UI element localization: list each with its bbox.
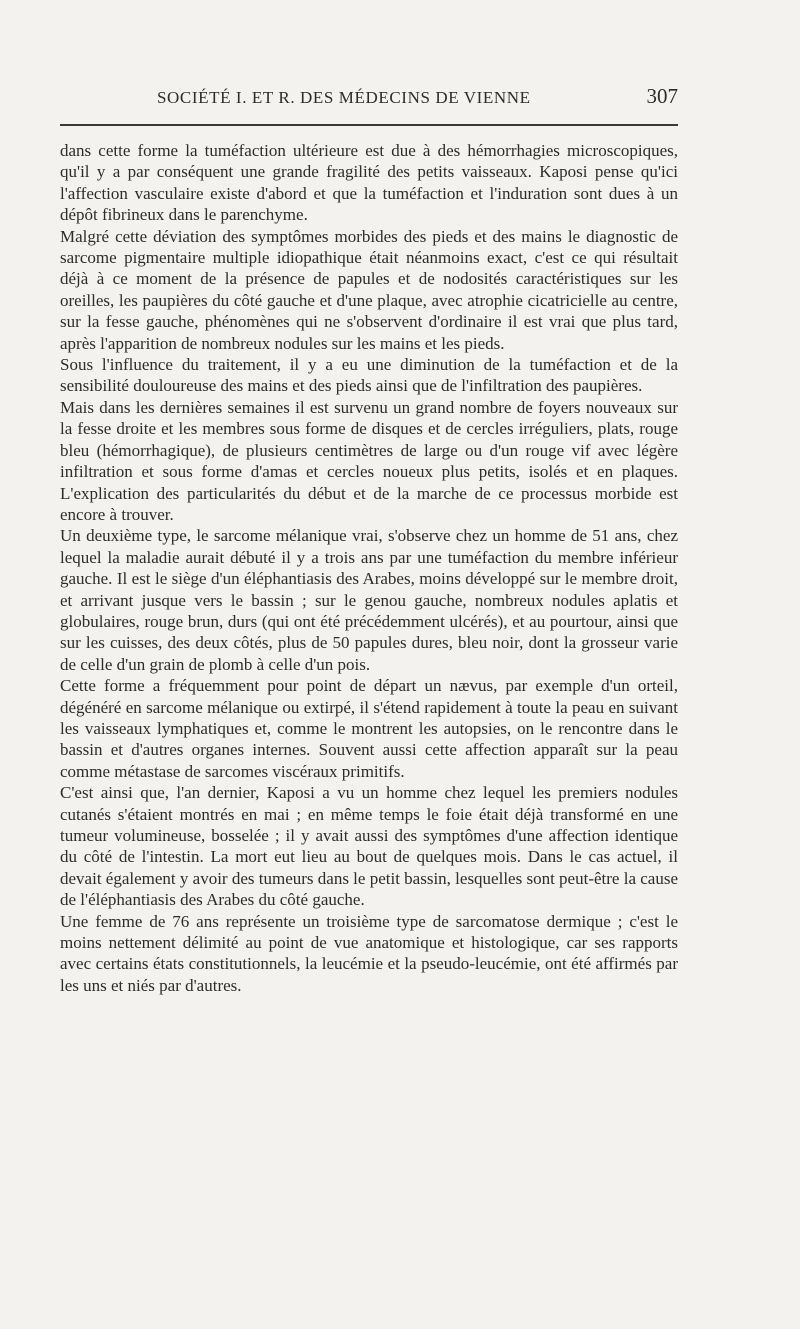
paragraph: Sous l'influence du traitement, il y a eu une diminution de la tuméfaction et de la sensibilité douloureuse des mains et des pieds ainsi que de l'infiltration des paupières. — [60, 355, 678, 396]
paragraph: dans cette forme la tuméfaction ultérieure est due à des hémorrhagies microscopiques, qu'il y a par conséquent une grande fragilité des petits vaisseaux. Kaposi pense qu'ici l'affection vasculaire existe d'abord et que la tuméfaction et l'induration sont dues à un dépôt fibrineux dans le parenchyme. — [60, 141, 678, 225]
header-rule — [60, 124, 678, 126]
paragraph: Une femme de 76 ans représente un troisième type de sarcomatose dermique ; c'est le moins nettement délimité au point de vue anatomique et histologique, car ses rapports avec certains états constitutionnels, la leucémie et la pseudo-leucémie, ont été affirmés par les uns et niés par d'autres. — [60, 911, 678, 995]
paragraph: C'est ainsi que, l'an dernier, Kaposi a vu un homme chez lequel les premiers nodules cutanés s'étaient montrés en mai ; en même temps le foie était déjà transformé en une tumeur volumineuse, bosselée ; il y avait aussi des symptômes d'une affection identique du côté de l'intestin. La mort eut lieu au bout de quelques mois. Dans le cas actuel, il devait également y avoir des tumeurs dans le petit bassin, lesquelles sont peut-être la cause de l'éléphantiasis des Arabes du côté gauche. — [60, 783, 678, 910]
running-title: SOCIÉTÉ I. ET R. DES MÉDECINS DE VIENNE — [157, 88, 531, 107]
page-number: 307 — [646, 84, 678, 108]
page-header — [60, 84, 678, 114]
paragraph: Un deuxième type, le sarcome mélanique vrai, s'observe chez un homme de 51 ans, chez lequel la maladie aurait débuté il y a trois ans par une tuméfaction du membre inférieur gauche. Il est le siège d'un éléphantiasis des Arabes, moins développé sur le membre droit, et arrivant jusque vers le bassin ; sur le genou gauche, nombreux nodules aplatis et globulaires, rouge brun, durs (qui ont été précédemment ulcérés), et au pourtour, ainsi que sur les cuisses, des deux côtés, plus de 50 papules dures, bleu noir, dont la grosseur varie de celle d'un grain de plomb à celle d'un pois. — [60, 526, 678, 674]
body-text — [60, 140, 678, 996]
paragraph: Mais dans les dernières semaines il est survenu un grand nombre de foyers nouveaux sur la fesse droite et les membres sous forme de disques et de cercles irréguliers, plats, rouge bleu (hémorrhagique), de plusieurs centimètres de large ou d'un rouge vif avec légère infiltration et sous forme d'amas et cercles noueux plus petits, isolés et en plaques. L'explication des particularités du début et de la marche de ce processus morbide est encore à trouver. — [60, 397, 678, 524]
paragraph: Cette forme a fréquemment pour point de départ un nævus, par exemple d'un orteil, dégénéré en sarcome mélanique ou extirpé, il s'étend rapidement à toute la peau en suivant les vaisseaux lymphatiques et, comme le montrent les autopsies, on le rencontre dans le bassin et d'autres organes internes. Souvent aussi cette affection apparaît sur la peau comme métastase de sarcomes viscéraux primitifs. — [60, 676, 678, 781]
paragraph: Malgré cette déviation des symptômes morbides des pieds et des mains le diagnostic de sarcome pigmentaire multiple idiopathique était néanmoins exact, c'est ce qui résultait déjà à ce moment de la présence de papules et de nodosités caractéristiques sur les oreilles, les paupières du côté gauche et d'une plaque, avec atrophie cicatricielle au centre, sur la fesse gauche, phénomènes qui ne s'observent d'ordinaire il est vrai que plus tard, après l'apparition de nombreux nodules sur les mains et les pieds. — [60, 226, 678, 353]
